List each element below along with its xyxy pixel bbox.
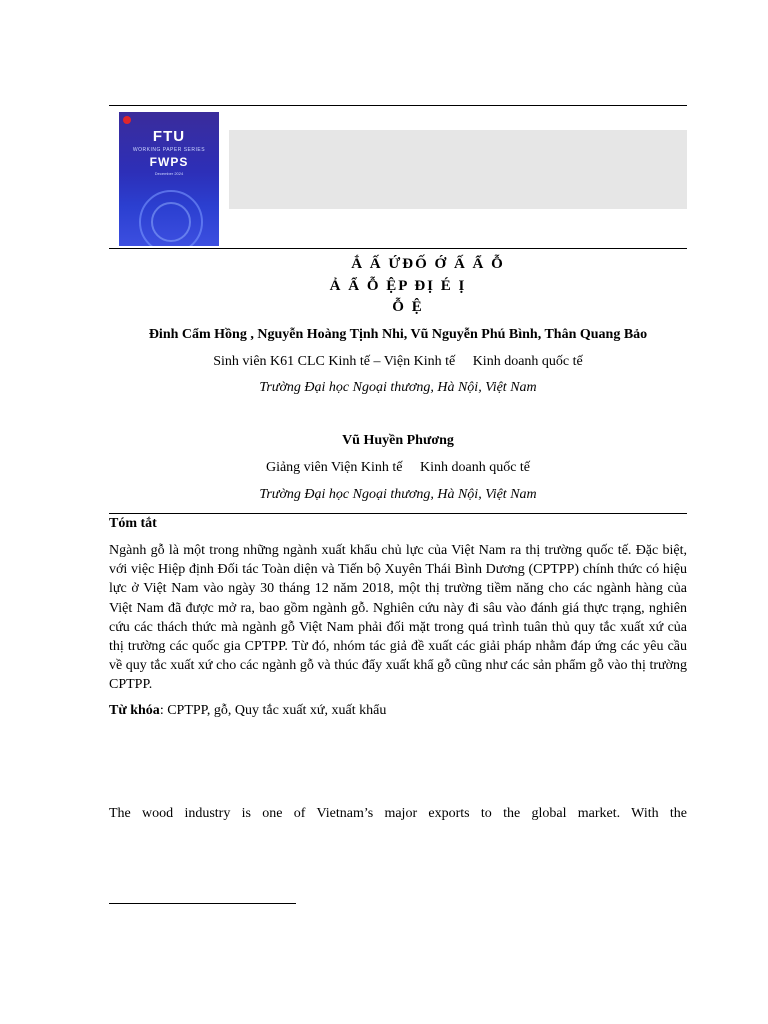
student-affiliation: Sinh viên K61 CLC Kinh tế – Viện Kinh tế Kinh doanh quốc tế <box>213 354 583 369</box>
header-bottom-rule <box>109 248 687 249</box>
footnote-rule <box>109 903 296 904</box>
keywords-values: : CPTPP, gỗ, Quy tắc xuất xứ, xuất khẩu <box>159 703 387 718</box>
cover-decor-ring-inner <box>151 202 191 242</box>
lecturer-affiliation: Giảng viên Viện Kinh tế Kinh doanh quốc tế <box>265 460 531 475</box>
abstract-heading: Tóm tắt <box>109 516 157 531</box>
keywords-label: Từ khóa <box>109 703 160 718</box>
english-abstract-body: The wood industry is one of Vietnam’s major exports to the global market. With the <box>109 806 687 821</box>
lecturer-name: Vũ Huyền Phương <box>342 433 454 448</box>
student-authors: Đinh Cẩm Hồng , Nguyễn Hoàng Tịnh Nhi, Vũ Nguyễn Phú Bình, Thân Quang Bảo <box>148 327 648 342</box>
title-line-3: Ỗ Ệ <box>392 299 424 315</box>
cover-series: WORKING PAPER SERIES <box>132 147 206 153</box>
cover-date: December 2024 <box>154 171 184 176</box>
abstract-top-rule <box>109 513 687 514</box>
top-rule <box>109 105 687 106</box>
cover-thumbnail <box>119 112 219 246</box>
title-line-2: Ả Ẩ Ỗ ỆP ĐỊ É Ị <box>329 278 467 294</box>
ftu-logo-icon <box>123 116 131 124</box>
cover-brand: FTU <box>152 128 186 145</box>
student-university: Trường Đại học Ngoại thương, Hà Nội, Việt Nam <box>259 380 537 395</box>
cover-short: FWPS <box>149 155 189 169</box>
header-banner <box>229 130 687 209</box>
title-line-1: Ắ Ấ ỨĐỐ Ớ Ấ Ẩ Ỗ <box>351 256 505 272</box>
lecturer-university: Trường Đại học Ngoại thương, Hà Nội, Việt Nam <box>259 487 537 502</box>
keywords-line <box>109 703 687 719</box>
abstract-body: Ngành gỗ là một trong những ngành xuất khẩu chủ lực của Việt Nam ra thị trường quốc tế. Đặc biệt, với việc Hiệp định Đối tác Toàn diện và Tiến bộ Xuyên Thái Bình Dương (CPTPP) chính thức có hiệu lực ở Việt Nam vào ngày 30 tháng 12 năm 2018, một thị trường tiềm năng cho các ngành hàng của Việt Nam đã được mở ra, bao gồm ngành gỗ. Nghiên cứu này đi sâu vào đánh giá thực trạng, nghiên cứu các thách thức mà ngành gỗ Việt Nam phải đối mặt trong quá trình tuân thủ quy tắc xuất xứ của thị trường các quốc gia CPTPP. Từ đó, nhóm tác giả đề xuất các giải pháp nhằm đáp ứng các yêu cầu về quy tắc xuất xứ cho các ngành gỗ và thúc đẩy xuất khẩ gỗ cũng như các sản phẩm gỗ vào thị trường CPTPP. <box>109 543 687 693</box>
